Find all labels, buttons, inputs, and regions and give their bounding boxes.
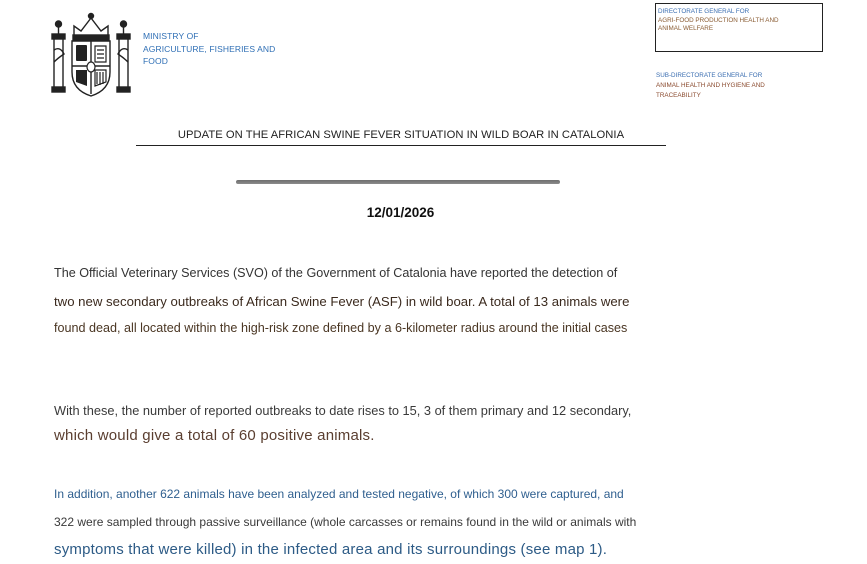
divider-rule — [236, 180, 560, 184]
paragraph-line: which would give a total of 60 positive animals. — [54, 427, 375, 444]
dg-line: DIRECTORATE GENERAL FOR — [658, 8, 750, 15]
paragraph-line: 322 were sampled through passive surveillance (whole carcasses or remains found in the wild or animals with — [54, 515, 637, 529]
paragraph-outbreaks — [54, 260, 814, 343]
sub-directorate-general — [656, 71, 765, 101]
subdg-line: ANIMAL HEALTH AND HYGIENE AND — [656, 82, 765, 89]
title-underline — [136, 145, 666, 146]
paragraph-line: With these, the number of reported outbreaks to date rises to 15, 3 of them primary and 12 secondary, — [54, 403, 632, 418]
paragraph-line: two new secondary outbreaks of African Swine Fever (ASF) in wild boar. A total of 13 animals were — [54, 293, 630, 309]
ministry-line: FOOD — [143, 56, 168, 66]
subdg-line: TRACEABILITY — [656, 92, 701, 99]
paragraph-negatives — [54, 480, 814, 564]
document-title: UPDATE ON THE AFRICAN SWINE FEVER SITUATION IN WILD BOAR IN CATALONIA — [177, 129, 625, 141]
paragraph-line: In addition, another 622 animals have been analyzed and tested negative, of which 300 were captured, and — [54, 487, 624, 501]
paragraph-line: The Official Veterinary Services (SVO) of the Government of Catalonia have reported the detection of — [54, 266, 618, 280]
paragraph-totals — [54, 398, 814, 448]
document-date: 12/01/2026 — [366, 205, 435, 220]
subdg-line: SUB-DIRECTORATE GENERAL FOR — [656, 72, 763, 79]
directorate-general-box — [655, 3, 823, 52]
ministry-line: AGRICULTURE, FISHERIES AND — [143, 43, 276, 54]
coat-of-arms-icon — [50, 10, 132, 98]
dg-line: AGRI-FOOD PRODUCTION HEALTH AND — [658, 16, 779, 24]
ministry-name — [143, 30, 275, 68]
dg-line: ANIMAL WELFARE — [658, 25, 714, 33]
paragraph-line: found dead, all located within the high-risk zone defined by a 6-kilometer radius around the initial cases — [54, 321, 628, 335]
ministry-line: MINISTRY OF — [143, 31, 199, 41]
paragraph-line: symptoms that were killed) in the infected area and its surroundings (see map 1). — [54, 541, 608, 558]
